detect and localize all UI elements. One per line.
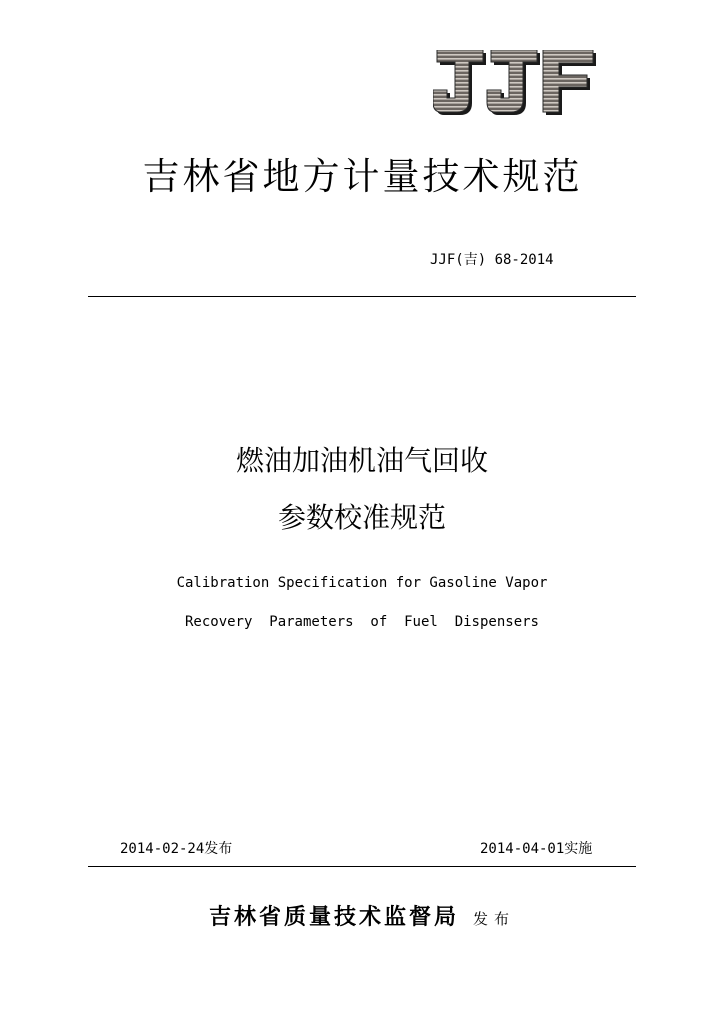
- issue-date-value: 2014-02-24: [120, 841, 205, 857]
- document-title-zh-line1: 燃油加油机油气回收: [235, 444, 488, 477]
- top-divider: [88, 296, 636, 297]
- issuer-suffix: 发布: [473, 910, 516, 928]
- bottom-divider: [88, 866, 636, 867]
- issue-date-label: 发布: [204, 841, 233, 857]
- jjf-logo-graphic: [433, 50, 599, 116]
- implementation-date: [480, 839, 592, 859]
- document-title-en-line2: Recovery Parameters of Fuel Dispensers: [184, 614, 539, 630]
- standard-title: 吉林省地方计量技术规范: [142, 155, 583, 198]
- document-title-en-line1: Calibration Specification for Gasoline Vapor: [176, 575, 548, 591]
- jjf-logo: [433, 50, 599, 116]
- issuer-line: [88, 900, 636, 931]
- document-title-zh-line2: 参数校准规范: [277, 501, 446, 534]
- issue-date: [120, 839, 232, 859]
- implementation-date-value: 2014-04-01: [480, 841, 565, 857]
- issuer-name: 吉林省质量技术监督局: [208, 905, 459, 930]
- standard-number: JJF(吉) 68-2014: [430, 252, 554, 268]
- implementation-date-label: 实施: [564, 841, 593, 857]
